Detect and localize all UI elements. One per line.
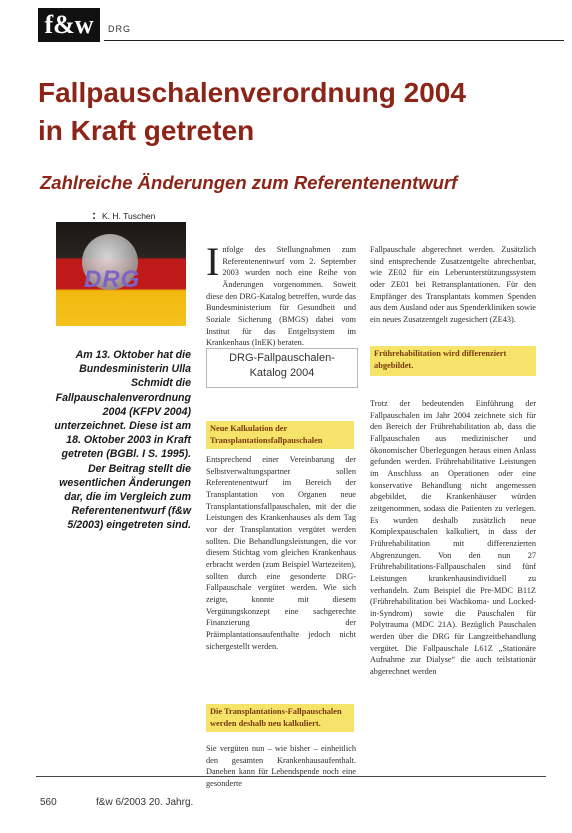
subheading-fruehreha: Frührehabilitation wird differenziert abgebildet.	[370, 346, 536, 376]
title-line-1: Fallpauschalenverordnung 2004	[38, 77, 466, 108]
author-name: K. H. Tuschen	[102, 211, 156, 221]
col1-end-paragraph	[206, 743, 356, 793]
col1-text: Entsprechend einer Vereinbarung der Selbstverwaltungspartner sollen Referentenentwurf im Bereich der Transplantation von Organen neue Transplantationsfallpauschalen, mit der die Leistungen des Krankenhauses als dem Tag vor der Transplantation vergütet werden sollten. Die Behandlungsleistungen, die vor diesem Stichtag vom gleichen Krankenhaus erbracht werden (zum Beispiel Wartezeiten), sollten durch eine gesonderte DRG-Fallpauschale vergütet werden. Wie sich zeigte, konnte mit diesem Vergütungskonzept eine sachgerechte Finanzierung der Präimplantationsaufenthalte jedoch nicht sichergestellt werden.	[206, 455, 356, 651]
subheading-transplantation: Neue Kalkulation der Transplantationsfallpauschalen	[206, 421, 354, 449]
section-label: DRG	[108, 24, 131, 34]
footer-rule	[36, 776, 546, 777]
article-title	[38, 74, 558, 150]
col1-end-text: Sie vergüten nun – wie bisher – einheitlich den gesamten Krankenhausaufenthalt. Daneben kann für Lebendspende noch eine gesonderte	[206, 744, 356, 788]
journal-logo: f&w	[38, 8, 100, 42]
intro-paragraph	[206, 239, 356, 349]
article-summary: Am 13. Oktober hat die Bundesministerin Ulla Schmidt die Fallpauschalenverordnung 2004 (KFPV 2004) unterzeichnet. Diese ist am 18. Oktober 2003 in Kraft getreten (BGBl. I S. 1995). Der Beitrag stellt die wesentlichen Änderungen dar, die im Vergleich zum Referentenentwurf (f&w 5/2003) eingetreten sind.	[54, 349, 191, 532]
page-number: 560	[40, 797, 57, 808]
figure-label: DRG	[84, 266, 141, 293]
col2-text-2: Trotz der bedeutenden Einführung der Fallpauschalen im Jahr 2004 zeichnete sich für den Bereich der Frührehabilitation ab, dass die Fallpauschalen aus medizinischer und ökonomischer Überlegungen heraus einen Anlass gefunden werden. Frührehabilitative Leistungen im Anschluss an Operationen oder eine konservative Behandlung nicht angemessen abgebildet, die Krankenhäuser würden zeitgenommen, sodass die Patienten zu verlegen. Es wurden deshalb zusätzlich neue Komplexpauschalen kalkuliert, in dass der Frührehabilitation mit differenzierten Abgrenzungen. Von den nun 27 Frührehabilitations-Fallpauschalen sind fünf Leistungen krankenhausindividuell zu verhandeln. Zum Beispiel die Pre-MDC B11Z (Frührehabilitation bei Wachkoma- und Locked-in-Syndrom) sowie die Pauschalen für Polytrauma (MDC 21A). Bezüglich Pauschalen werden über die DRG für Langzeitbehandlung vergütet. Die Fallpauschale L61Z „Stationäre Aufnahme zur Dialyse“ die auch teilstationär abgerechnet werden	[370, 399, 536, 677]
author-line	[92, 208, 155, 222]
intro-text: nfolge des Stellungnahmen zum Referentenentwurf vom 2. September 2003 wurden noch eine Reihe von Änderungen vorgenommen. Soweit diese den DRG-Katalog betreffen, wurde das Bundesministerium für Gesundheit und Soziale Sicherung (BMGS) dabei vom Institut für das Entgeltsystem im Krankenhaus (InEK) beraten.	[206, 245, 356, 348]
drg-flag-image	[56, 222, 186, 326]
journal-issue: f&w 6/2003 20. Jahrg.	[96, 797, 194, 808]
col2-paragraph-2	[370, 398, 536, 681]
drop-cap: I	[206, 239, 220, 284]
catalog-box-title: DRG-Fallpauschalen-Katalog 2004	[229, 352, 335, 379]
header-rule	[104, 40, 564, 41]
article-subtitle: Zahlreiche Änderungen zum Referentenentwurf	[40, 172, 458, 193]
col2-text-1: Fallpauschale abgerechnet werden. Zusätzlich sind entsprechende Zusatzentgelte abrechenbar, wie ZE02 für ein Leberunterstützungssystem oder ZE01 bei Retransplantationen. Für den Empfänger des Transplantats kommen Spenden aus dem Ausland oder aus Spenderkliniken sowie ein neues Zusatzentgelt zugesichert (ZE43).	[370, 245, 536, 324]
title-line-2: in Kraft getreten	[38, 115, 255, 146]
col2-paragraph-1	[370, 244, 536, 329]
col1-paragraph	[206, 454, 356, 655]
author-bullet: :	[92, 208, 96, 222]
subheading-recalculation: Die Transplantations-Fallpauschalen werden deshalb neu kalkuliert.	[206, 704, 354, 732]
